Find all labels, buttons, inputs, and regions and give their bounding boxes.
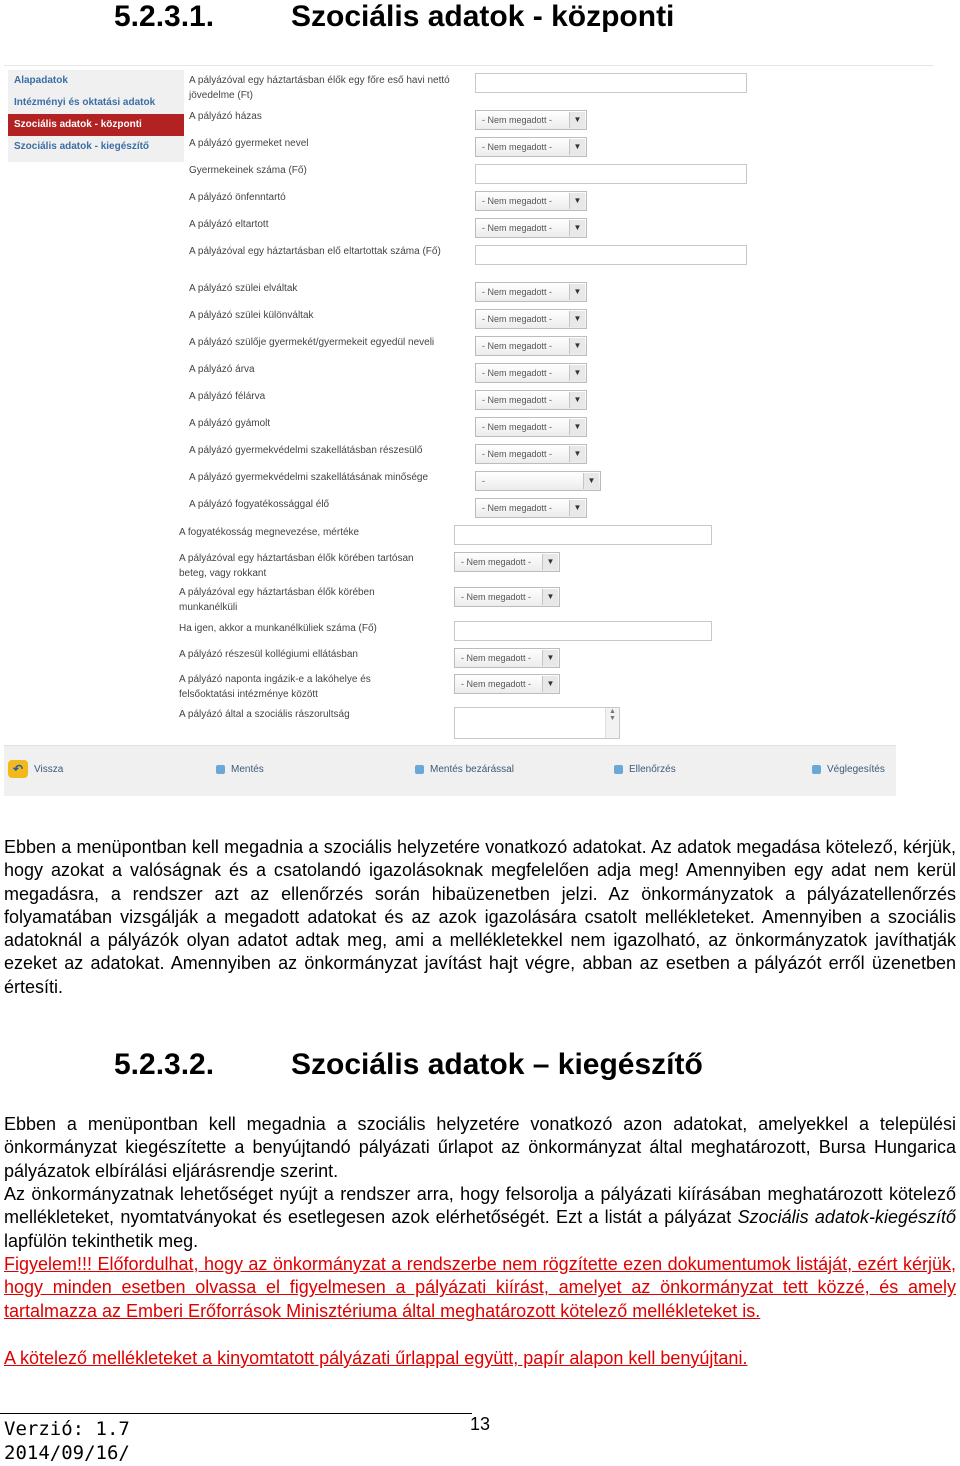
- disability-select[interactable]: - Nem megadott - ▼: [475, 498, 587, 518]
- field-label: A pályázó félárva: [189, 391, 266, 402]
- social-need-textarea[interactable]: [454, 707, 620, 739]
- chevron-down-icon: ▼: [569, 446, 585, 462]
- chevron-down-icon: ▼: [569, 112, 585, 128]
- field-label: A pályázó gyermeket nevel: [189, 138, 309, 149]
- field-label: A pályázó naponta ingázik-e a lakóhelye és felsőoktatási intézménye között: [179, 674, 371, 700]
- field-label: A pályázó részesül kollégiumi ellátásban: [179, 649, 358, 660]
- field-label: A pályázó szülei elváltak: [189, 283, 298, 294]
- check-button[interactable]: Ellenőrzés: [614, 764, 676, 775]
- parents-separated-select[interactable]: - Nem megadott - ▼: [475, 309, 587, 329]
- chevron-down-icon: ▼: [569, 419, 585, 435]
- ward-select[interactable]: - Nem megadott - ▼: [475, 417, 587, 437]
- section-number: 5.2.3.2.: [114, 1048, 215, 1081]
- married-select[interactable]: - Nem megadott - ▼: [475, 110, 587, 130]
- footer-version: [4, 1417, 130, 1465]
- chevron-down-icon: ▼: [542, 589, 558, 605]
- orphan-select[interactable]: - Nem megadott - ▼: [475, 363, 587, 383]
- disability-description-input[interactable]: [454, 525, 712, 545]
- page-number: 13: [470, 1414, 491, 1434]
- section-heading-2: [114, 1048, 703, 1082]
- child-protection-select[interactable]: - Nem megadott - ▼: [475, 444, 587, 464]
- chevron-down-icon: ▼: [569, 338, 585, 354]
- paragraph-1: Ebben a menüpontban kell megadnia a szociális helyzetére vonatkozó adatokat. Az adatok megadása kötelező, kérjük, hogy azokat a valóságnak és a csatolandó igazolásoknak megfelelően adja meg! Amennyiben egy adat nem kerül megadásra, a rendszer azt az ellenőrzés során hibaüzenetben jelzi. Az önkormányzatok a pályázatellenőrzés folyamatában vizsgálják a megadott adatokat és az azok igazolására csatolt mellékleteket. Amennyiben a szociális adatoknál a pályázók olyan adatot adtak meg, ami a mellékletekkel nem igazolható, az önkormányzatok javíthatják ezeket az adatokat. Amennyiben az önkormányzat javítást hajt végre, abban az esetben a pályázót erről üzenetben értesíti.: [4, 837, 956, 997]
- chevron-down-icon: ▼: [583, 473, 599, 489]
- tab-name: Szociális adatok-kiegészítő: [737, 1207, 957, 1228]
- field-label: A pályázó gyermekvédelmi szakellátásának minősége: [189, 472, 429, 483]
- field-label: Gyermekeinek száma (Fő): [189, 165, 307, 176]
- section-heading-1: [114, 0, 674, 34]
- field-label: A pályázóval egy háztartásban elő eltartottak száma (Fő): [189, 246, 441, 257]
- field-label: A pályázó önfenntartó: [189, 192, 286, 203]
- version-date: 2014/09/16/: [4, 1442, 130, 1464]
- field-label: A pályázó eltartott: [189, 219, 269, 230]
- footer-divider: [0, 1413, 472, 1414]
- save-icon: [216, 765, 225, 774]
- paragraph-2: Ebben a menüpontban kell megadnia a szociális helyzetére vonatkozó azon adatokat, amelyekkel a települési önkormányzat kiegészítette a benyújtandó pályázati űrlapot az önkormányzat által meghatározott, Bursa Hungarica pályázatok elbírálási eljárásrendje szerint.: [4, 1114, 956, 1181]
- half-orphan-select[interactable]: - Nem megadott - ▼: [475, 390, 587, 410]
- single-parent-select[interactable]: - Nem megadott - ▼: [475, 336, 587, 356]
- field-label: A pályázó által a szociális rászorultság: [179, 709, 350, 720]
- chevron-down-icon: ▼: [569, 311, 585, 327]
- screenshot-panel: [4, 60, 936, 810]
- save-close-icon: [415, 765, 424, 774]
- field-label: A pályázóval egy háztartásban élők egy főre eső havi nettó jövedelme (Ft): [189, 75, 450, 101]
- commuting-select[interactable]: - Nem megadott - ▼: [454, 674, 560, 694]
- income-input[interactable]: [475, 73, 747, 93]
- save-close-button[interactable]: Mentés bezárással: [415, 764, 514, 775]
- action-bar: [4, 745, 896, 796]
- raising-child-select[interactable]: - Nem megadott - ▼: [475, 137, 587, 157]
- self-supporting-select[interactable]: - Nem megadott - ▼: [475, 191, 587, 211]
- parents-divorced-select[interactable]: - Nem megadott - ▼: [475, 282, 587, 302]
- field-label: A pályázó fogyatékossággal élő: [189, 499, 330, 510]
- version-label: Verzió: 1.7: [4, 1418, 130, 1440]
- sidebar-item-social-supplementary[interactable]: Szociális adatok - kiegészítő: [14, 141, 150, 152]
- field-label: A pályázó szülei különváltak: [189, 310, 314, 321]
- field-label: Ha igen, akkor a munkanélküliek száma (Fő): [179, 623, 377, 634]
- back-arrow-icon: ↶: [8, 760, 28, 778]
- dependents-count-input[interactable]: [475, 245, 747, 265]
- dormitory-select[interactable]: - Nem megadott - ▼: [454, 648, 560, 668]
- field-label: A pályázó házas: [189, 111, 262, 122]
- chevron-down-icon: ▼: [569, 365, 585, 381]
- chevron-down-icon: ▼: [542, 650, 558, 666]
- scrollbar[interactable]: ▲ ▼: [605, 708, 619, 738]
- finalize-icon: [812, 765, 821, 774]
- chevron-down-icon: ▼: [569, 500, 585, 516]
- chevron-down-icon: ▼: [542, 554, 558, 570]
- dependent-select[interactable]: - Nem megadott - ▼: [475, 218, 587, 238]
- section-number: 5.2.3.1.: [114, 0, 215, 33]
- unemployed-count-input[interactable]: [454, 621, 712, 641]
- chevron-down-icon: ▼: [569, 193, 585, 209]
- chevron-down-icon: ▼: [542, 676, 558, 692]
- field-label: A pályázó gyámolt: [189, 418, 271, 429]
- save-button[interactable]: Mentés: [216, 764, 264, 775]
- back-button[interactable]: ↶ Vissza: [8, 760, 63, 778]
- field-label: A pályázó szülője gyermekét/gyermekeit egyedül neveli: [189, 337, 435, 348]
- check-icon: [614, 765, 623, 774]
- section-title: Szociális adatok – kiegészítő: [291, 1048, 703, 1081]
- section-title: Szociális adatok - központi: [291, 0, 675, 33]
- sidebar-item-institution-data[interactable]: Intézményi és oktatási adatok: [14, 97, 156, 108]
- sidebar-item-basic-data[interactable]: Alapadatok: [14, 75, 68, 86]
- warning-paragraph: Figyelem!!! Előfordulhat, hogy az önkormányzat a rendszerbe nem rögzítette ezen dokumentumok listáját, ezért kérjük, hogy minden esetben olvassa el figyelmesen a pályázati kiírást, amelyet az önkormányzat tett közzé, és amely tartalmazza az Emberi Erőforrások Minisztériuma által meghatározott kötelező mellékleteket is.: [4, 1254, 956, 1321]
- chevron-down-icon: ▼: [569, 220, 585, 236]
- child-protection-quality-select[interactable]: - ▼: [475, 471, 601, 491]
- paragraph-3: Az önkormányzatnak lehetőséget nyújt a rendszer arra, hogy felsorolja a pályázati kiírásában meghatározott kötelező mellékleteket, nyomtatványokat és esetlegesen azok elérhetőségét. Ezt a listát a pályázat Szociális adatok-kiegészítő lapfülön tekinthetik meg.: [4, 1184, 957, 1251]
- chevron-down-icon: ▼: [569, 139, 585, 155]
- field-label: A pályázó gyermekvédelmi szakellátásban részesülő: [189, 445, 423, 456]
- children-count-input[interactable]: [475, 164, 747, 184]
- social-data-form: [4, 60, 936, 740]
- finalize-button[interactable]: Véglegesítés: [812, 764, 885, 775]
- chevron-down-icon: ▼: [569, 284, 585, 300]
- chronic-illness-select[interactable]: - Nem megadott - ▼: [454, 552, 560, 572]
- field-label: A pályázóval egy háztartásban élők körében munkanélküli: [179, 587, 375, 613]
- field-label: A pályázó árva: [189, 364, 255, 375]
- warning-paragraph-2: A kötelező mellékleteket a kinyomtatott pályázati űrlappal együtt, papír alapon kell benyújtani.: [4, 1348, 748, 1368]
- field-label: A pályázóval egy háztartásban élők körében tartósan beteg, vagy rokkant: [179, 553, 414, 579]
- unemployed-select[interactable]: - Nem megadott - ▼: [454, 587, 560, 607]
- chevron-down-icon: ▼: [569, 392, 585, 408]
- sidebar-item-social-central[interactable]: Szociális adatok - központi: [8, 114, 184, 136]
- field-label: A fogyatékosság megnevezése, mértéke: [179, 527, 360, 538]
